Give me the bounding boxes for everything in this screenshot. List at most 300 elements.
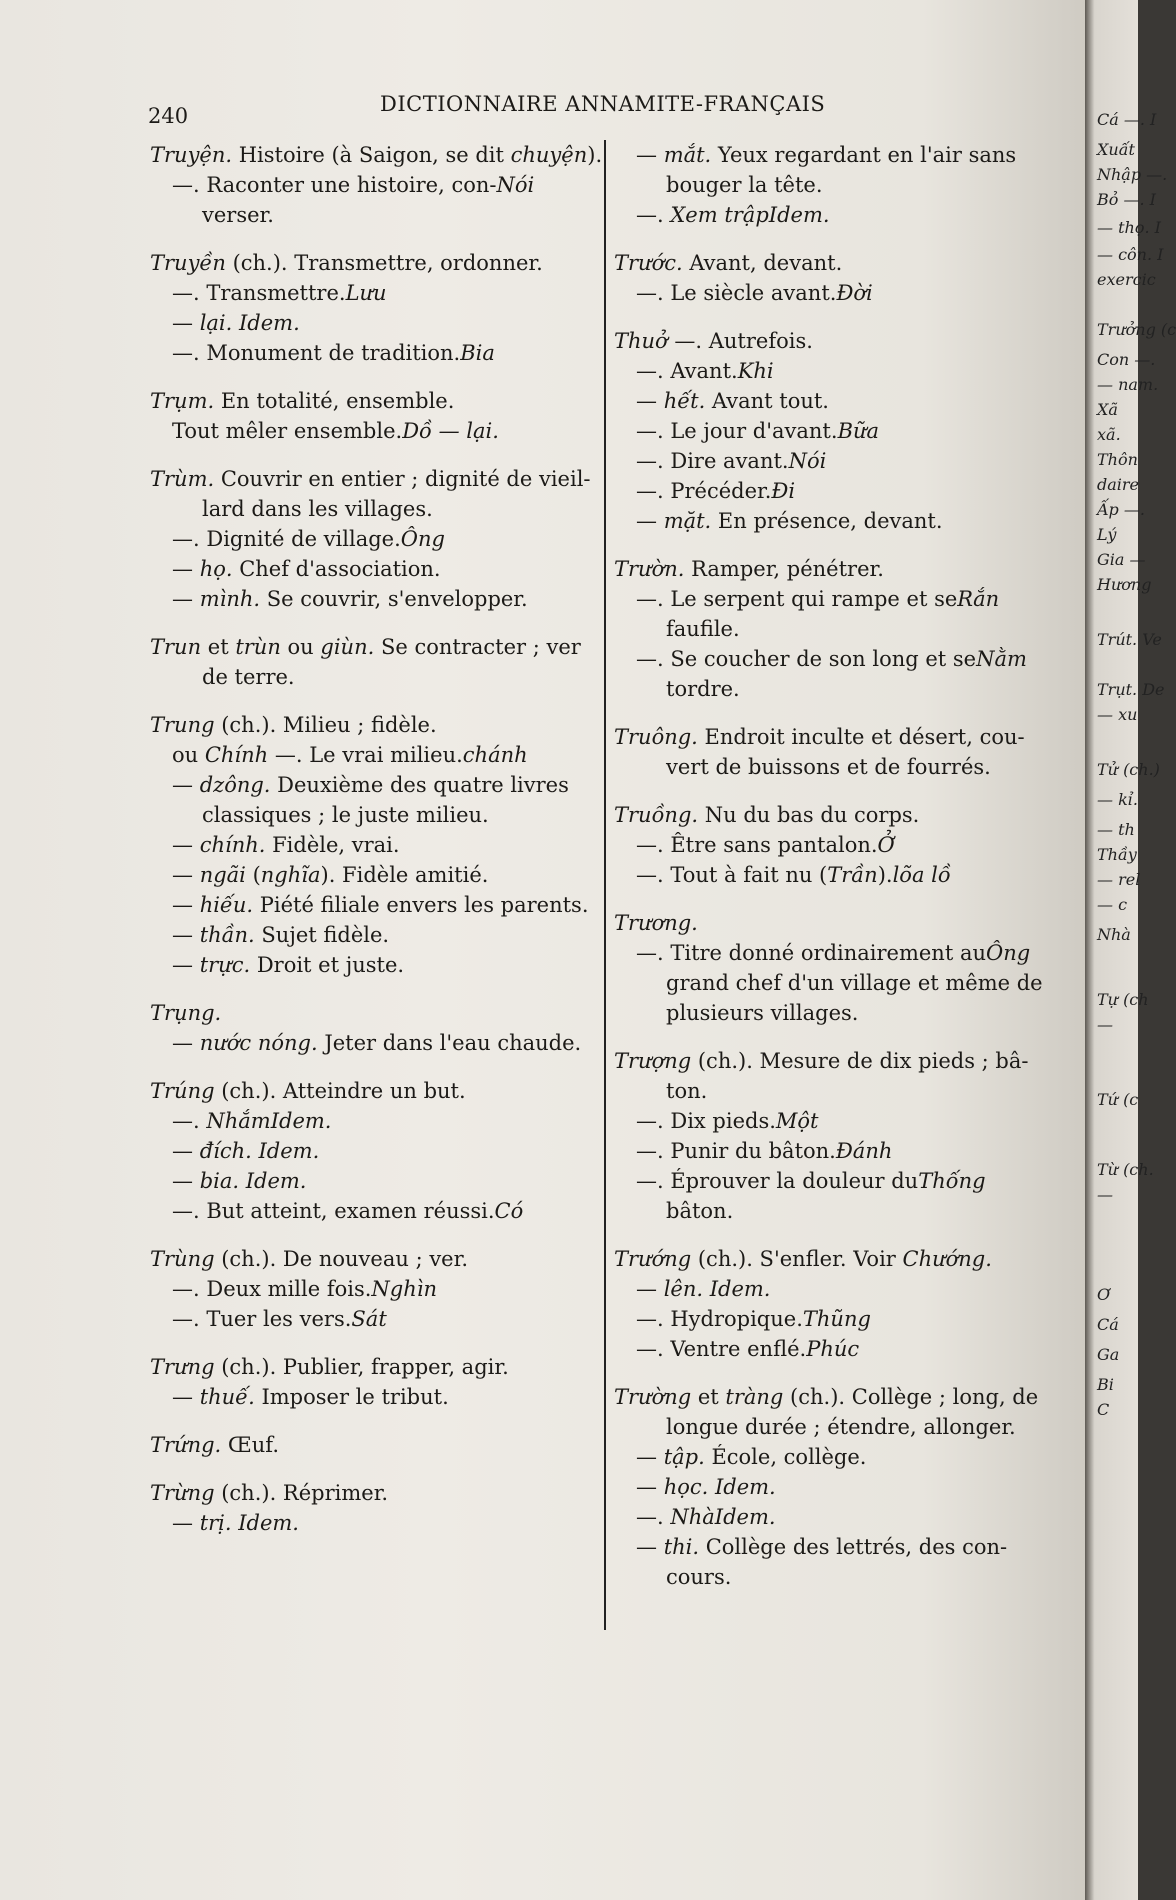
vietnamese-term: hết. [663,389,706,413]
definition-text: Tout mêler ensemble. [172,419,403,443]
definition-text: lard dans les villages. [202,497,433,521]
definition-text: Fidèle, vrai. [265,833,400,857]
definition-text: —. Précéder. [636,479,772,503]
vietnamese-term: Khi [737,359,774,383]
vietnamese-term: Ông [986,941,1031,965]
adjacent-page-fragment: Gia — [1097,550,1146,569]
adjacent-page-fragment: Trưởng (c [1097,320,1176,339]
dictionary-entry [614,1382,1066,1592]
headword: Truyền [150,251,226,275]
headword: Trùng [150,1247,215,1271]
entry-headline [150,140,603,170]
entry-line [150,308,598,338]
vietnamese-term: Nhắm [206,1109,271,1133]
dictionary-entry [614,248,1066,308]
definition-text: (ch.). Mesure de dix pieds ; bâ- [691,1049,1029,1073]
vietnamese-term: Idem. [270,1109,332,1133]
dictionary-entry [614,908,1066,1028]
entry-line [614,968,1066,998]
column-divider [604,140,606,1630]
definition-text: —. Se coucher de son long et se [636,647,977,671]
entry-line [150,1508,598,1538]
definition-text: —. Transmettre. [172,281,346,305]
adjacent-page-fragment: Cá —. I [1097,110,1157,129]
dictionary-entry [614,554,1066,704]
entry-line [614,1166,1066,1196]
entry-line [150,1106,598,1136]
adjacent-page-fragment: — rel [1097,870,1141,889]
vietnamese-term: chánh [462,743,528,767]
vietnamese-term: Dồ — lại. [402,419,499,443]
entry-line [150,170,598,200]
entry-headline [150,386,598,416]
dictionary-entry [150,632,598,692]
adjacent-page-fragment: — nam. [1097,375,1159,394]
vietnamese-term: nước nóng. [199,1031,318,1055]
definition-text: Couvrir en entier ; dignité de vieil- [214,467,591,491]
definition-text: ton. [666,1079,708,1103]
headword: Trun [150,635,202,659]
definition-text: Nu du bas du corps. [698,803,920,827]
entry-line [150,1382,598,1412]
headword: Trúng [150,1079,215,1103]
vietnamese-term: học. Idem. [663,1475,776,1499]
vietnamese-term: Đánh [835,1139,893,1163]
vietnamese-term: lõa lồ [892,863,951,887]
dictionary-entry [150,998,598,1058]
entry-line [150,860,598,890]
vietnamese-term: Đi [771,479,796,503]
adjacent-page-fragment: Hương [1097,575,1152,594]
adjacent-page-fragment: Ấp —. [1097,500,1145,519]
definition-text: —. Dignité de village. [172,527,401,551]
definition-text: Deuxième des quatre livres [270,773,569,797]
vietnamese-term: Chướng. [902,1247,992,1271]
definition-text: Endroit inculte et désert, cou- [697,725,1025,749]
headword: Trừng [150,1481,215,1505]
definition-text: — [172,833,200,857]
definition-text: (ch.). Publier, frapper, agir. [214,1355,509,1379]
entry-line [614,200,1066,230]
entry-headline [150,1244,598,1274]
definition-text: tordre. [666,677,740,701]
entry-headline [150,710,598,740]
entry-line [614,1136,1066,1166]
headword: Truyện. [150,143,233,167]
definition-text: —. Éprouver la douleur du [636,1169,919,1193]
entry-line [614,1502,1066,1532]
entry-line [614,752,1066,782]
definition-text: longue durée ; étendre, allonger. [666,1415,1016,1439]
entry-line [614,860,1066,890]
vietnamese-term: Ông [400,527,445,551]
definition-text: (ch.). Réprimer. [214,1481,389,1505]
adjacent-page-fragment: — [1097,1015,1113,1034]
definition-text: Avant, devant. [682,251,843,275]
definition-text: En présence, devant. [711,509,943,533]
vietnamese-term: giùn. [320,635,375,659]
definition-text: Piété filiale envers les parents. [253,893,589,917]
definition-text: (ch.). Transmettre, ordonner. [225,251,543,275]
entry-line [614,386,1066,416]
entry-line [614,1196,1066,1226]
definition-text: — [172,1031,200,1055]
entry-line [150,1304,598,1334]
definition-text: —. Le serpent qui rampe et se [636,587,958,611]
definition-text: —. Hydropique. [636,1307,803,1331]
adjacent-page-fragment: Nhập —. [1097,165,1168,184]
adjacent-page-fragment: Bỏ —. I [1097,190,1156,209]
entry-line [614,674,1066,704]
entry-line [614,1106,1066,1136]
adjacent-page-fragment: — kỉ. [1097,790,1138,809]
headword: Trưng [150,1355,215,1379]
adjacent-page-fragment: — c [1097,895,1128,914]
definition-text: bâton. [666,1199,734,1223]
vietnamese-term: Xem trập [670,203,769,227]
vietnamese-term: Nói [788,449,827,473]
entry-headline [614,326,1066,356]
vietnamese-term: Thũng [802,1307,871,1331]
vietnamese-term: Sát [351,1307,387,1331]
headword: Thuở [614,329,668,353]
definition-text: — [636,389,664,413]
entry-line [614,1532,1066,1562]
definition-text: bouger la tête. [666,173,823,197]
dictionary-entry [614,1244,1066,1364]
headword: Trung [150,713,215,737]
entry-line [614,1442,1066,1472]
vietnamese-term: Nằm [976,647,1027,671]
definition-text: — [636,1445,664,1469]
vietnamese-term: Trần [827,863,878,887]
headword: Trùm. [150,467,215,491]
vietnamese-term: thuế. [199,1385,255,1409]
definition-text: —. Le jour d'avant. [636,419,838,443]
definition-text: (ch.). Collège ; long, de [783,1385,1039,1409]
entry-line [150,584,598,614]
dictionary-entry [150,140,603,230]
entry-headline [614,1244,1066,1274]
headword: Trương. [614,911,698,935]
definition-text: (ch.). S'enfler. Voir [691,1247,903,1271]
definition-text: et [201,635,236,659]
vietnamese-term: Thống [918,1169,986,1193]
adjacent-page-fragment: exercic [1097,270,1156,289]
entry-headline [150,632,598,662]
adjacent-page-fragment: Cá [1097,1315,1119,1334]
definition-text: Chef d'association. [232,557,441,581]
dictionary-entry [150,1430,598,1460]
definition-text: —. Monument de tradition. [172,341,461,365]
vietnamese-term: Bữa [837,419,880,443]
vietnamese-term: trị. Idem. [199,1511,299,1535]
entry-line [150,200,598,230]
entry-line [150,554,598,584]
vietnamese-term: Ở [877,833,895,857]
vietnamese-term: dzông. [199,773,271,797]
entry-line [614,1304,1066,1334]
vietnamese-term: ngãi [199,863,246,887]
definition-text: — [172,1139,200,1163]
vietnamese-term: tập. [663,1445,705,1469]
definition-text: —. [172,1109,207,1133]
right-column [614,140,1066,1610]
definition-text: (ch.). Milieu ; fidèle. [214,713,437,737]
adjacent-page-fragment: Từ (ch. [1097,1160,1154,1179]
headword: Truông. [614,725,698,749]
entry-line [150,662,598,692]
definition-text: — [172,557,200,581]
vietnamese-term: nghĩa [260,863,321,887]
definition-text: —. Le vrai milieu. [268,743,463,767]
adjacent-page-fragment: Ga [1097,1345,1120,1364]
definition-text: — [172,923,200,947]
definition-text: — [172,1169,200,1193]
definition-text: vert de buissons et de fourrés. [666,755,991,779]
definition-text: —. Autrefois. [667,329,813,353]
definition-text: — [636,143,664,167]
vietnamese-term: lại. Idem. [199,311,300,335]
headword: Trường [614,1385,692,1409]
entry-line [614,1274,1066,1304]
definition-text: grand chef d'un village et même de [666,971,1043,995]
definition-text: de terre. [202,665,295,689]
entry-line [614,644,1066,674]
dictionary-entry [150,710,598,980]
entry-line [150,830,598,860]
adjacent-page-fragment: — [1097,1185,1113,1204]
entry-headline [614,800,1066,830]
entry-headline [150,998,598,1028]
vietnamese-term: thi. [663,1535,700,1559]
definition-text: Yeux regardant en l'air sans [711,143,1017,167]
definition-text: — [172,587,200,611]
headword: Trụng. [150,1001,222,1025]
definition-text: Avant tout. [705,389,829,413]
definition-text: ). [877,863,893,887]
entry-headline [150,464,598,494]
entry-line [614,476,1066,506]
definition-text: Se couvrir, s'envelopper. [260,587,528,611]
definition-text: — [636,1277,664,1301]
entry-line [614,938,1066,968]
vietnamese-term: Bia [460,341,495,365]
entry-line [150,1028,598,1058]
adjacent-page-fragment: Lý [1097,525,1117,544]
definition-text: —. Punir du bâton. [636,1139,836,1163]
definition-text: (ch.). Atteindre un but. [214,1079,466,1103]
vietnamese-term: mặt. [663,509,712,533]
vietnamese-term: Lưu [345,281,387,305]
entry-line [150,1166,598,1196]
definition-text: Droit et juste. [250,953,405,977]
adjacent-page-fragment: Tử (ch.) [1097,760,1160,779]
vietnamese-term: Idem. [714,1505,776,1529]
definition-text: —. Dix pieds. [636,1109,776,1133]
entry-line [614,998,1066,1028]
entry-line [150,338,598,368]
adjacent-page-fragment: Bi [1097,1375,1114,1394]
vietnamese-term: Nghìn [371,1277,438,1301]
entry-line [614,1334,1066,1364]
definition-text: Imposer le tribut. [254,1385,449,1409]
entry-line [614,1562,1066,1592]
vietnamese-term: họ. [199,557,233,581]
definition-text: et [691,1385,726,1409]
entry-headline [150,1478,598,1508]
definition-text: —. But atteint, examen réussi. [172,1199,495,1223]
entry-headline [614,908,1066,938]
entry-line [150,524,598,554]
adjacent-page-fragment: Thầy [1097,845,1137,864]
vietnamese-term: đích. Idem. [199,1139,320,1163]
entry-line [150,770,598,800]
dictionary-entry [150,1352,598,1412]
adjacent-page-fragment: C [1097,1400,1110,1419]
definition-text: faufile. [666,617,740,641]
adjacent-page-fragment: Xuất [1097,140,1135,159]
definition-text: —. Avant. [636,359,738,383]
dictionary-entry [150,248,598,368]
definition-text: —. Tuer les vers. [172,1307,352,1331]
entry-line [614,416,1066,446]
vietnamese-term: Nhà [670,1505,715,1529]
dictionary-entry [150,1478,598,1538]
entry-line [614,1076,1066,1106]
entry-headline [150,1076,598,1106]
adjacent-page-fragment: — th [1097,820,1135,839]
adjacent-page-edge [1085,0,1176,1900]
definition-text: — [636,509,664,533]
headword: Trứng. [150,1433,222,1457]
dictionary-entry [150,1076,598,1226]
adjacent-page-fragment: Con —. [1097,350,1156,369]
entry-line [150,1136,598,1166]
entry-line [150,1274,598,1304]
entry-line [150,800,598,830]
entry-line [614,170,1066,200]
definition-text: —. Ventre enflé. [636,1337,807,1361]
vietnamese-term: thần. [199,923,255,947]
dictionary-entry [614,326,1066,536]
headword: Trụm. [150,389,215,413]
entry-line [150,416,598,446]
definition-text: —. Dire avant. [636,449,789,473]
page-number: 240 [148,104,189,128]
entry-line [150,494,598,524]
vietnamese-term: Một [775,1109,819,1133]
definition-text: — [172,773,200,797]
definition-text: — [636,1475,664,1499]
entry-line [614,506,1066,536]
adjacent-page-fragment: Thôn [1097,450,1138,469]
dictionary-entry [614,140,1066,230]
headword: Trượng [614,1049,692,1073]
definition-text: — [172,1385,200,1409]
definition-text: (ch.). De nouveau ; ver. [214,1247,469,1271]
definition-text: classiques ; le juste milieu. [202,803,489,827]
definition-text: plusieurs villages. [666,1001,859,1025]
entry-line [614,1412,1066,1442]
definition-text: Ramper, pénétrer. [684,557,884,581]
entry-line [614,356,1066,386]
headword: Trước. [614,251,683,275]
definition-text: En totalité, ensemble. [214,389,455,413]
dictionary-entry [150,386,598,446]
vietnamese-term: mắt. [663,143,712,167]
entry-line [614,446,1066,476]
headword: Trườn. [614,557,685,581]
definition-text: — [172,1511,200,1535]
definition-text: verser. [202,203,274,227]
definition-text: —. Le siècle avant. [636,281,837,305]
vietnamese-term: lên. Idem. [663,1277,771,1301]
vietnamese-term: Có [494,1199,524,1223]
adjacent-page-fragment: Trút. Ve [1097,630,1162,649]
headword: Truồng. [614,803,699,827]
entry-line [150,920,598,950]
definition-text: Jeter dans l'eau chaude. [317,1031,582,1055]
definition-text: cours. [666,1565,732,1589]
definition-text: —. Être sans pantalon. [636,833,878,857]
vietnamese-term: tràng [725,1385,784,1409]
definition-text: —. [636,1505,671,1529]
adjacent-page-fragment: daire [1097,475,1140,494]
adjacent-page-fragment: Trụt. De [1097,680,1165,699]
entry-headline [150,248,598,278]
adjacent-page-fragment: xã. [1097,425,1121,444]
definition-text: Histoire (à Saigon, se dit [232,143,511,167]
definition-text: Œuf. [221,1433,279,1457]
adjacent-page-fragment: Nhà [1097,925,1131,944]
vietnamese-term: Idem. [768,203,830,227]
definition-text: —. Titre donné ordinairement au [636,941,986,965]
dictionary-entry [150,464,598,614]
vietnamese-term: hiếu. [199,893,254,917]
adjacent-page-fragment: — thọ. I [1097,218,1161,237]
definition-text: —. Raconter une histoire, con- [172,173,497,197]
entry-line [150,1196,598,1226]
definition-text: — [172,311,200,335]
entry-line [614,1472,1066,1502]
vietnamese-term: bia. Idem. [199,1169,307,1193]
left-column [150,140,603,1556]
entry-line [614,584,1066,614]
entry-line [614,614,1066,644]
entry-line [150,950,598,980]
definition-text: ou [172,743,205,767]
vietnamese-term: mình. [199,587,261,611]
entry-headline [614,722,1066,752]
entry-line [150,740,598,770]
vietnamese-term: trùn [235,635,281,659]
vietnamese-term: Chính [204,743,269,767]
definition-text: — [636,1535,664,1559]
definition-text: —. Deux mille fois. [172,1277,372,1301]
vietnamese-term: trực. [199,953,251,977]
vietnamese-term: chuyện [510,143,588,167]
entry-headline [150,1430,598,1460]
definition-text: ). [587,143,603,167]
adjacent-page-fragment: — côn. I [1097,245,1164,264]
entry-headline [614,248,1066,278]
headword: Trướng [614,1247,692,1271]
vietnamese-term: chính. [199,833,266,857]
definition-text: ou [280,635,321,659]
definition-text: Se contracter ; ver [374,635,581,659]
definition-text: — [172,893,200,917]
